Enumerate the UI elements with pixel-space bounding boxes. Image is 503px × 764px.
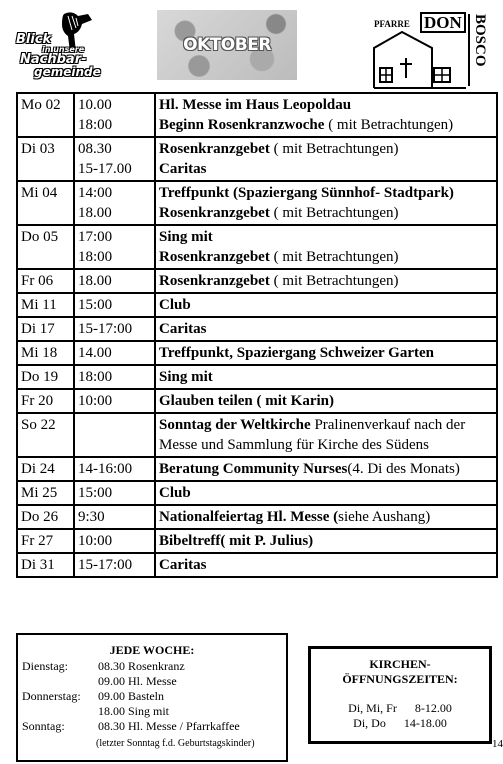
schedule-times: [74, 317, 155, 341]
church-hours-time: 8-12.00: [414, 701, 452, 715]
schedule-events: [155, 293, 497, 317]
schedule-event: [159, 343, 493, 363]
weekly-box: [16, 633, 288, 762]
church-hours-title-2: ÖFFNUNGSZEITEN:: [342, 672, 458, 686]
schedule-times: [74, 93, 155, 137]
schedule-day: Mi 04: [17, 181, 74, 225]
schedule-events: [155, 365, 497, 389]
schedule-event: [159, 459, 493, 479]
weekly-entry: 18.00 Sing mit: [98, 704, 170, 718]
schedule-day: Mi 25: [17, 481, 74, 505]
schedule-event: [159, 159, 493, 179]
weekly-title: JEDE WOCHE:: [109, 643, 195, 657]
schedule-row: [17, 293, 497, 317]
schedule-event: [159, 247, 493, 267]
month-banner: [157, 10, 297, 80]
schedule-event: [159, 139, 493, 159]
event-title: Club: [159, 485, 191, 501]
event-title: Beratung Community Nurses: [159, 461, 348, 477]
event-title: Club: [159, 297, 191, 313]
schedule-row: [17, 505, 497, 529]
church-hours-box: [308, 646, 492, 744]
event-title: Bibeltreff( mit P. Julius): [159, 533, 314, 549]
schedule-day: Do 19: [17, 365, 74, 389]
schedule-event: [159, 531, 493, 551]
schedule-row: [17, 481, 497, 505]
schedule-time: 18.00: [78, 273, 112, 289]
event-title: Rosenkranzgebet: [159, 273, 270, 289]
event-detail: Pralinenverkauf nach der Messe und Sammlung für Kirche des Südens: [159, 417, 466, 453]
schedule-event: [159, 555, 493, 575]
nachbargemeinde-logo: [16, 10, 102, 82]
event-title: Rosenkranzgebet: [159, 141, 270, 157]
schedule-events: [155, 137, 497, 181]
church-hours-days: Di, Do: [353, 716, 386, 730]
logo-line-in-unsere: in unsere: [42, 45, 85, 54]
event-title: Glauben teilen ( mit Karin): [159, 393, 334, 409]
logo-line-gemeinde: gemeinde: [34, 65, 101, 79]
logo-line-nachbar: Nachbar-: [20, 52, 87, 67]
event-title: Caritas: [159, 557, 207, 573]
schedule-time: 14:00: [78, 185, 113, 201]
schedule-events: [155, 181, 497, 225]
schedule-day: Fr 27: [17, 529, 74, 553]
church-building-icon: [372, 30, 468, 90]
schedule-row: [17, 365, 497, 389]
schedule-time: 15-17:00: [78, 321, 133, 337]
church-hours-title-1: KIRCHEN-: [369, 657, 431, 671]
weekly-day: Donnerstag:: [22, 689, 81, 703]
weekly-entry: 08.30 Hl. Messe / Pfarrkaffee: [98, 719, 240, 733]
pfarre-don: DON: [420, 12, 466, 33]
schedule-row: [17, 413, 497, 457]
schedule-day: Di 24: [17, 457, 74, 481]
event-title: Sing mit: [159, 369, 213, 385]
schedule-time: 17:00: [78, 229, 113, 245]
schedule-row: [17, 181, 497, 225]
schedule-time: 08.30: [78, 141, 112, 157]
schedule-event: [159, 483, 493, 503]
event-title: Caritas: [159, 161, 207, 177]
event-title: Nationalfeiertag Hl. Messe (: [159, 509, 339, 525]
schedule-row: [17, 341, 497, 365]
schedule-time: 18:00: [78, 249, 113, 265]
schedule-time: 10.00: [78, 97, 112, 113]
schedule-times: [74, 181, 155, 225]
event-title: Treffpunkt, Spaziergang Schweizer Garten: [159, 345, 434, 361]
schedule-time: 10:00: [78, 533, 113, 549]
schedule-times: [74, 413, 155, 457]
october-schedule-table: [16, 92, 498, 578]
church-hours-time: 14-18.00: [403, 716, 447, 730]
pfarre-label: PFARRE: [374, 19, 410, 29]
schedule-times: [74, 529, 155, 553]
event-detail: (4. Di des Monats): [347, 461, 460, 477]
schedule-times: [74, 457, 155, 481]
logo-line-blick: Blick: [16, 32, 52, 47]
event-detail: siehe Aushang): [338, 509, 431, 525]
schedule-event: [159, 367, 493, 387]
schedule-event: [159, 319, 493, 339]
schedule-row: [17, 317, 497, 341]
schedule-events: [155, 225, 497, 269]
schedule-events: [155, 457, 497, 481]
schedule-row: [17, 269, 497, 293]
schedule-time: 10:00: [78, 393, 113, 409]
schedule-events: [155, 341, 497, 365]
month-title: OKTOBER: [183, 35, 271, 55]
schedule-event: [159, 271, 493, 291]
schedule-time: 15:00: [78, 485, 113, 501]
schedule-events: [155, 317, 497, 341]
schedule-event: [159, 115, 493, 135]
event-title: Sonntag der Weltkirche: [159, 417, 311, 433]
weekly-day: Dienstag:: [22, 659, 68, 673]
schedule-event: [159, 95, 493, 115]
schedule-row: [17, 137, 497, 181]
pfarre-bosco: BOSCO: [468, 14, 489, 86]
schedule-times: [74, 553, 155, 577]
schedule-row: [17, 389, 497, 413]
event-detail: ( mit Betrachtungen): [324, 117, 454, 133]
schedule-event: [159, 203, 493, 223]
schedule-times: [74, 481, 155, 505]
schedule-events: [155, 389, 497, 413]
pfarre-logo: [372, 10, 488, 90]
schedule-event: [159, 507, 493, 527]
event-title: Hl. Messe im Haus Leopoldau: [159, 97, 352, 113]
schedule-day: So 22: [17, 413, 74, 457]
schedule-row: [17, 553, 497, 577]
event-title: Sing mit: [159, 229, 213, 245]
schedule-times: [74, 137, 155, 181]
schedule-time: 18.00: [78, 205, 112, 221]
schedule-day: Mo 02: [17, 93, 74, 137]
schedule-times: [74, 505, 155, 529]
event-title: Rosenkranzgebet: [159, 205, 270, 221]
schedule-times: [74, 269, 155, 293]
event-detail: ( mit Betrachtungen): [269, 141, 399, 157]
schedule-time: 9:30: [78, 509, 105, 525]
schedule-times: [74, 225, 155, 269]
schedule-event: [159, 295, 493, 315]
schedule-event: [159, 415, 493, 455]
schedule-events: [155, 413, 497, 457]
schedule-events: [155, 553, 497, 577]
schedule-time: 14-16:00: [78, 461, 133, 477]
weekly-day: Sonntag:: [22, 719, 65, 733]
schedule-day: Fr 20: [17, 389, 74, 413]
schedule-event: [159, 227, 493, 247]
schedule-day: Do 26: [17, 505, 74, 529]
church-hours-title: [311, 657, 489, 687]
schedule-events: [155, 481, 497, 505]
schedule-events: [155, 269, 497, 293]
schedule-times: [74, 365, 155, 389]
schedule-time: 15:00: [78, 297, 113, 313]
schedule-row: [17, 225, 497, 269]
schedule-event: [159, 391, 493, 411]
schedule-day: Di 31: [17, 553, 74, 577]
schedule-day: Mi 11: [17, 293, 74, 317]
schedule-day: Di 17: [17, 317, 74, 341]
schedule-day: Di 03: [17, 137, 74, 181]
page-header: [0, 0, 501, 92]
event-title: Caritas: [159, 321, 207, 337]
schedule-time: 18:00: [78, 117, 113, 133]
schedule-events: [155, 505, 497, 529]
schedule-time: 14.00: [78, 345, 112, 361]
schedule-day: Mi 18: [17, 341, 74, 365]
schedule-times: [74, 389, 155, 413]
event-title: Treffpunkt (Spaziergang Sünnhof- Stadtpark): [159, 185, 454, 201]
church-hours-days: Di, Mi, Fr: [348, 701, 397, 715]
schedule-time: 15-17:00: [78, 557, 133, 573]
schedule-row: [17, 529, 497, 553]
schedule-day: Fr 06: [17, 269, 74, 293]
weekly-note: (letzter Sonntag f.d. Geburtstagskinder): [96, 738, 255, 749]
church-hours-row: [311, 701, 489, 716]
event-detail: ( mit Betrachtungen): [269, 273, 399, 289]
event-detail: ( mit Betrachtungen): [269, 249, 399, 265]
weekly-entry: 08.30 Rosenkranz: [98, 659, 185, 673]
page-number: 14: [492, 738, 503, 750]
schedule-row: [17, 457, 497, 481]
event-title: Rosenkranzgebet: [159, 249, 270, 265]
schedule-times: [74, 341, 155, 365]
event-title: Beginn Rosenkranzwoche: [159, 117, 325, 133]
event-detail: ( mit Betrachtungen): [269, 205, 399, 221]
weekly-entry: 09.00 Basteln: [98, 689, 164, 703]
weekly-entry: 09.00 Hl. Messe: [98, 674, 177, 688]
schedule-row: [17, 93, 497, 137]
schedule-time: 15-17.00: [78, 161, 132, 177]
schedule-events: [155, 529, 497, 553]
schedule-events: [155, 93, 497, 137]
church-hours-row: [311, 716, 489, 731]
schedule-event: [159, 183, 493, 203]
schedule-time: 18:00: [78, 369, 113, 385]
schedule-day: Do 05: [17, 225, 74, 269]
schedule-times: [74, 293, 155, 317]
